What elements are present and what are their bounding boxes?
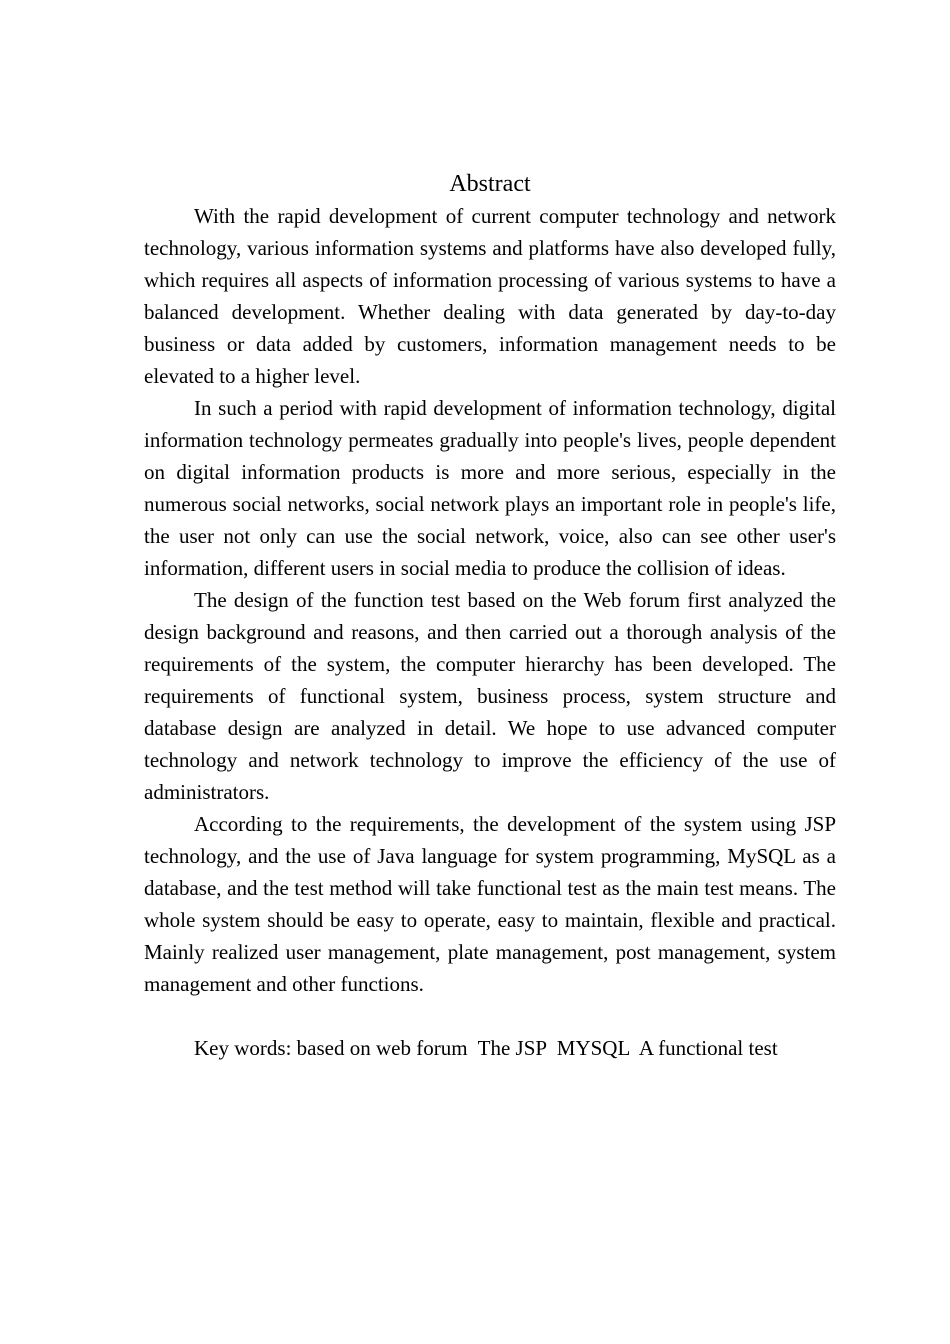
abstract-paragraph-1: With the rapid development of current computer technology and network technology, various information systems and platforms have also developed fully, which requires all aspects of information processing of various systems to have a balanced development. Whether dealing with data generated by day-to-day business or data added by customers, information management needs to be elevated to a higher level. xyxy=(144,204,836,388)
abstract-paragraph-4: According to the requirements, the development of the system using JSP technology, and the use of Java language for system programming, MySQL as a database, and the test method will take functional test as the main test means. The whole system should be easy to operate, easy to maintain, flexible and practical. Mainly realized user management, plate management, post management, system management and other functions. xyxy=(144,812,836,996)
abstract-paragraph-3: The design of the function test based on the Web forum first analyzed the design background and reasons, and then carried out a thorough analysis of the requirements of the system, the computer hierarchy has been developed. The requirements of functional system, business process, system structure and database design are analyzed in detail. We hope to use advanced computer technology and network technology to improve the efficiency of the use of administrators. xyxy=(144,588,836,804)
abstract-section xyxy=(144,168,836,1064)
keywords-line: Key words: based on web forum The JSP MYSQL A functional test xyxy=(194,1036,778,1060)
abstract-title: Abstract xyxy=(449,171,531,197)
abstract-paragraph-2: In such a period with rapid development of information technology, digital information technology permeates gradually into people's lives, people dependent on digital information products is more and more serious, especially in the numerous social networks, social network plays an important role in people's life, the user not only can use the social network, voice, also can see other user's information, different users in social media to produce the collision of ideas. xyxy=(144,396,836,580)
